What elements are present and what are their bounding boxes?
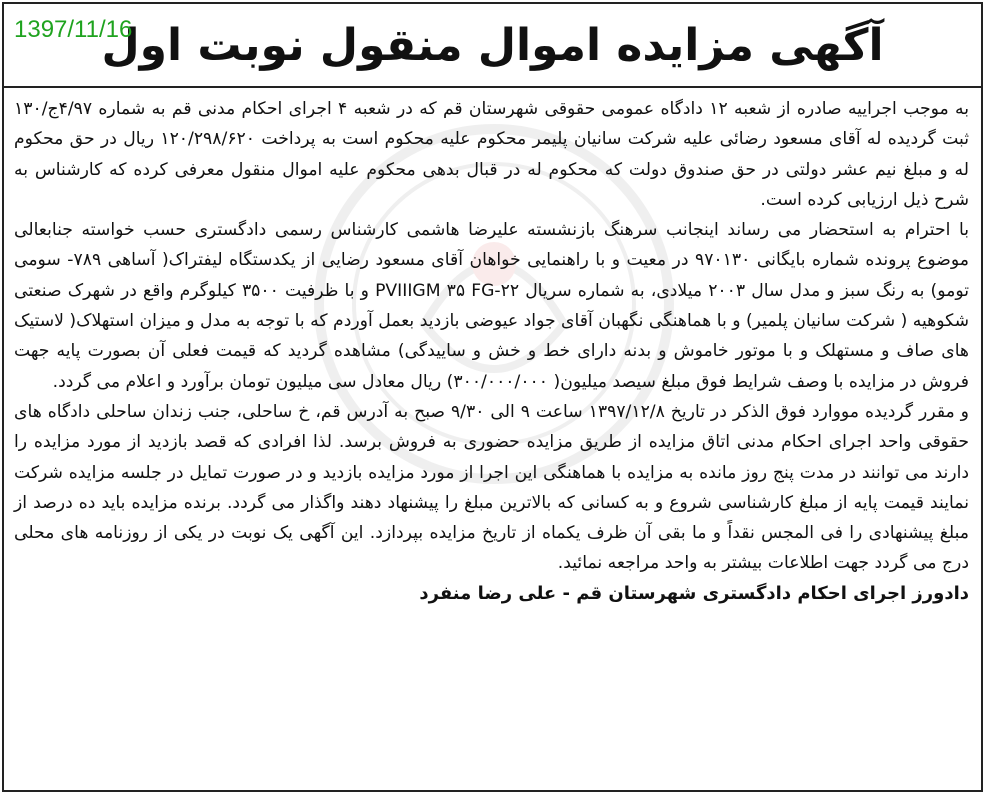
auction-notice — [2, 2, 983, 792]
notice-body — [4, 88, 981, 609]
notice-title: آگهی مزایده اموال منقول نوبت اول — [101, 19, 884, 71]
signature: دادورز اجرای احکام دادگستری شهرستان قم - علی رضا منفرد — [419, 582, 969, 604]
paragraph-judgment: به موجب اجراییه صادره از شعبه ۱۲ دادگاه عمومی حقوقی شهرستان قم که در شعبه ۴ اجرای احکام مدنی قم به شماره ۴/۹۷ج/۱۳۰ ثبت گردیده له آقای مسعود رضائی علیه شرکت سانیان پلیمر محکوم علیه محکوم است به پرداخت ۱۲۰/۲۹۸/۶۲۰ ریال در حق محکوم له و مبلغ نیم عشر دولتی در حق صندوق دولت که محکوم له در قبال بدهی محکوم علیه اموال منقول معرفی کرده که کارشناس به شرح ذیل ارزیابی کرده است. — [14, 99, 970, 210]
paragraph-expert-report: با احترام به استحضار می رساند اینجانب سرهنگ بازنشسته علیرضا هاشمی کارشناس رسمی دادگستری حسب خواسته جنابعالی موضوع پرونده شماره بایگانی ۹۷۰۱۳۰ در معیت و با راهنمایی خواهان آقای مسعود رضایی از یکدستگاه لیفتراک( آسا‌هی ۷۸۹- سومی تومو) به رنگ سبز و مدل سال ۲۰۰۳ میلادی، به شماره سریال PVIIIGM ۳۵ FG-۲۲ و با ظرفیت ۳۵۰۰ کیلوگرم واقع در شهرک صنعتی شکوهیه ( شرکت سانیان پلمیر) و با هماهنگی نگهبان آقای جواد عیوضی بازدید بعمل آوردم که با توجه به مدل و میزان استهلاک( لاستیک های صاف و مستهلک و با موتور خاموش و بدنه دارای خط و خش و ساییدگی) مشاهده گردید که قیمت فعلی آن بصورت پایه جهت فروش در مزایده با وصف شرایط فوق مبلغ سیصد میلیون( ۳۰۰/۰۰۰/۰۰۰) ریال معادل سی میلیون تومان برآورد و اعلام می گردد. — [14, 220, 969, 392]
paragraph-auction-terms: و مقرر گردیده مووارد فوق الذکر در تاریخ ۱۳۹۷/۱۲/۸ ساعت ۹ الی ۹/۳۰ صبح به آدرس قم، خ ساحلی، جنب زندان ساحلی دادگاه های حقوقی واحد اجرای احکام مدنی اتاق مزایده از طریق مزایده حضوری به فروش برسد. لذا افرادی که قصد بازدید از مورد مزایده را دارند می توانند در مدت پنج روز مانده به مزایده با هماهنگی این اجرا از مورد مزایده بازدید و در صورت تمایل در جلسه مزایده شرکت نمایند قیمت پایه از مبلغ کارشناسی شروع و به کسانی که بالاترین مبلغ را پیشنهاد دهند واگذار می گردد. برنده مزایده باید ده درصد از مبلغ پیشنهادی را فی المجس نقداً و ما بقی آن ظرف یکماه از تاریخ مزایده بپردازد. این آگهی یک نوبت در یکی از روزنامه های محلی درج می گردد جهت اطلاعات بیشتر به واحد مراجعه نمائید. — [14, 401, 969, 574]
notice-header — [4, 4, 981, 88]
publication-date: 1397/11/16 — [14, 16, 133, 43]
